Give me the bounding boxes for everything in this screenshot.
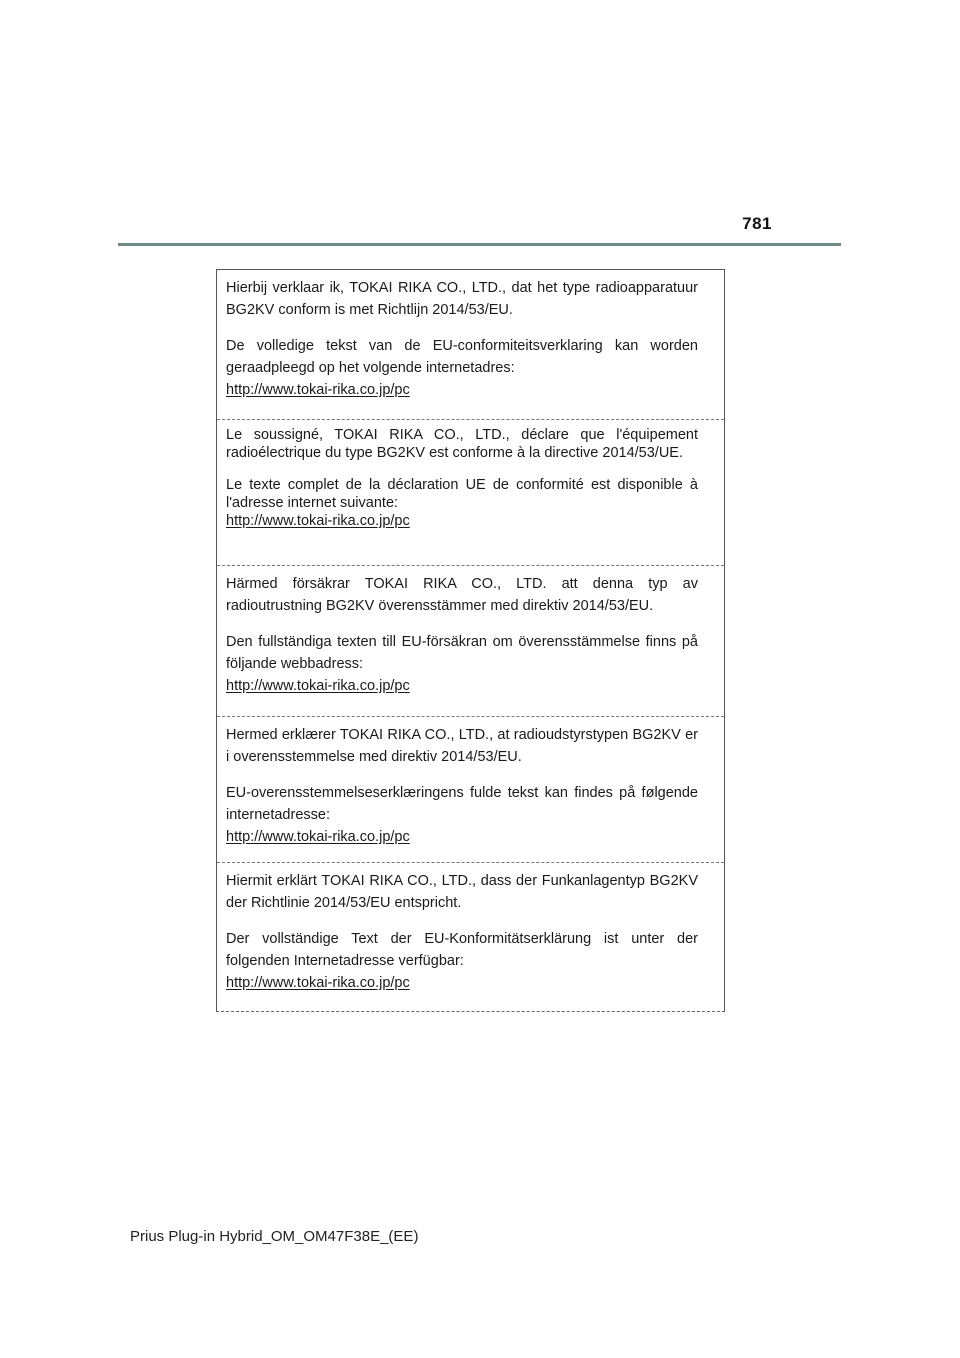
- declaration-text: Hierbij verklaar ik, TOKAI RIKA CO., LTD., dat het type radioapparatuur BG2KV conform is met Richtlijn 2014/53/EU.: [226, 280, 698, 318]
- declaration-text: Hiermit erklärt TOKAI RIKA CO., LTD., dass der Funkanlagentyp BG2KV der Richtlinie 2014/53/EU entspricht.: [226, 873, 698, 911]
- compliance-url-link[interactable]: http://www.tokai-rika.co.jp/pc: [226, 829, 410, 845]
- fulltext-statement: EU-overensstemmelseserklæringens fulde tekst kan findes på følgende internetadresse:: [226, 785, 698, 823]
- notice-section-german: [217, 863, 724, 1011]
- notice-section-french: [217, 420, 724, 566]
- compliance-url-link[interactable]: http://www.tokai-rika.co.jp/pc: [226, 382, 410, 398]
- header-divider: [118, 243, 841, 246]
- declaration-text: Le soussigné, TOKAI RIKA CO., LTD., déclare que l'équipement radioélectrique du type BG2KV est conforme à la directive 2014/53/UE.: [226, 427, 698, 461]
- fulltext-statement: Le texte complet de la déclaration UE de conformité est disponible à l'adresse internet suivante:: [226, 477, 698, 511]
- fulltext-statement: Den fullständiga texten till EU-försäkran om överensstämmelse finns på följande webbadress:: [226, 634, 698, 672]
- declaration-text: Hermed erklærer TOKAI RIKA CO., LTD., at radioudstyrstypen BG2KV er i overensstemmelse med direktiv 2014/53/EU.: [226, 727, 698, 765]
- fulltext-statement: Der vollständige Text der EU-Konformitätserklärung ist unter der folgenden Internetadresse verfügbar:: [226, 931, 698, 969]
- notice-section-swedish: [217, 566, 724, 717]
- notice-section-danish: [217, 717, 724, 863]
- declaration-text: Härmed försäkrar TOKAI RIKA CO., LTD. att denna typ av radioutrustning BG2KV överensstämmer med direktiv 2014/53/EU.: [226, 576, 698, 614]
- compliance-notice-box: [216, 269, 725, 1012]
- fulltext-statement: De volledige tekst van de EU-conformiteitsverklaring kan worden geraadpleegd op het volgende internetadres:: [226, 338, 698, 376]
- compliance-url-link[interactable]: http://www.tokai-rika.co.jp/pc: [226, 678, 410, 694]
- compliance-url-link[interactable]: http://www.tokai-rika.co.jp/pc: [226, 975, 410, 991]
- notice-section-dutch: [217, 270, 724, 420]
- compliance-url-link[interactable]: http://www.tokai-rika.co.jp/pc: [226, 513, 410, 529]
- page-number: 781: [742, 214, 772, 233]
- footer-document-id: Prius Plug-in Hybrid_OM_OM47F38E_(EE): [130, 1228, 419, 1245]
